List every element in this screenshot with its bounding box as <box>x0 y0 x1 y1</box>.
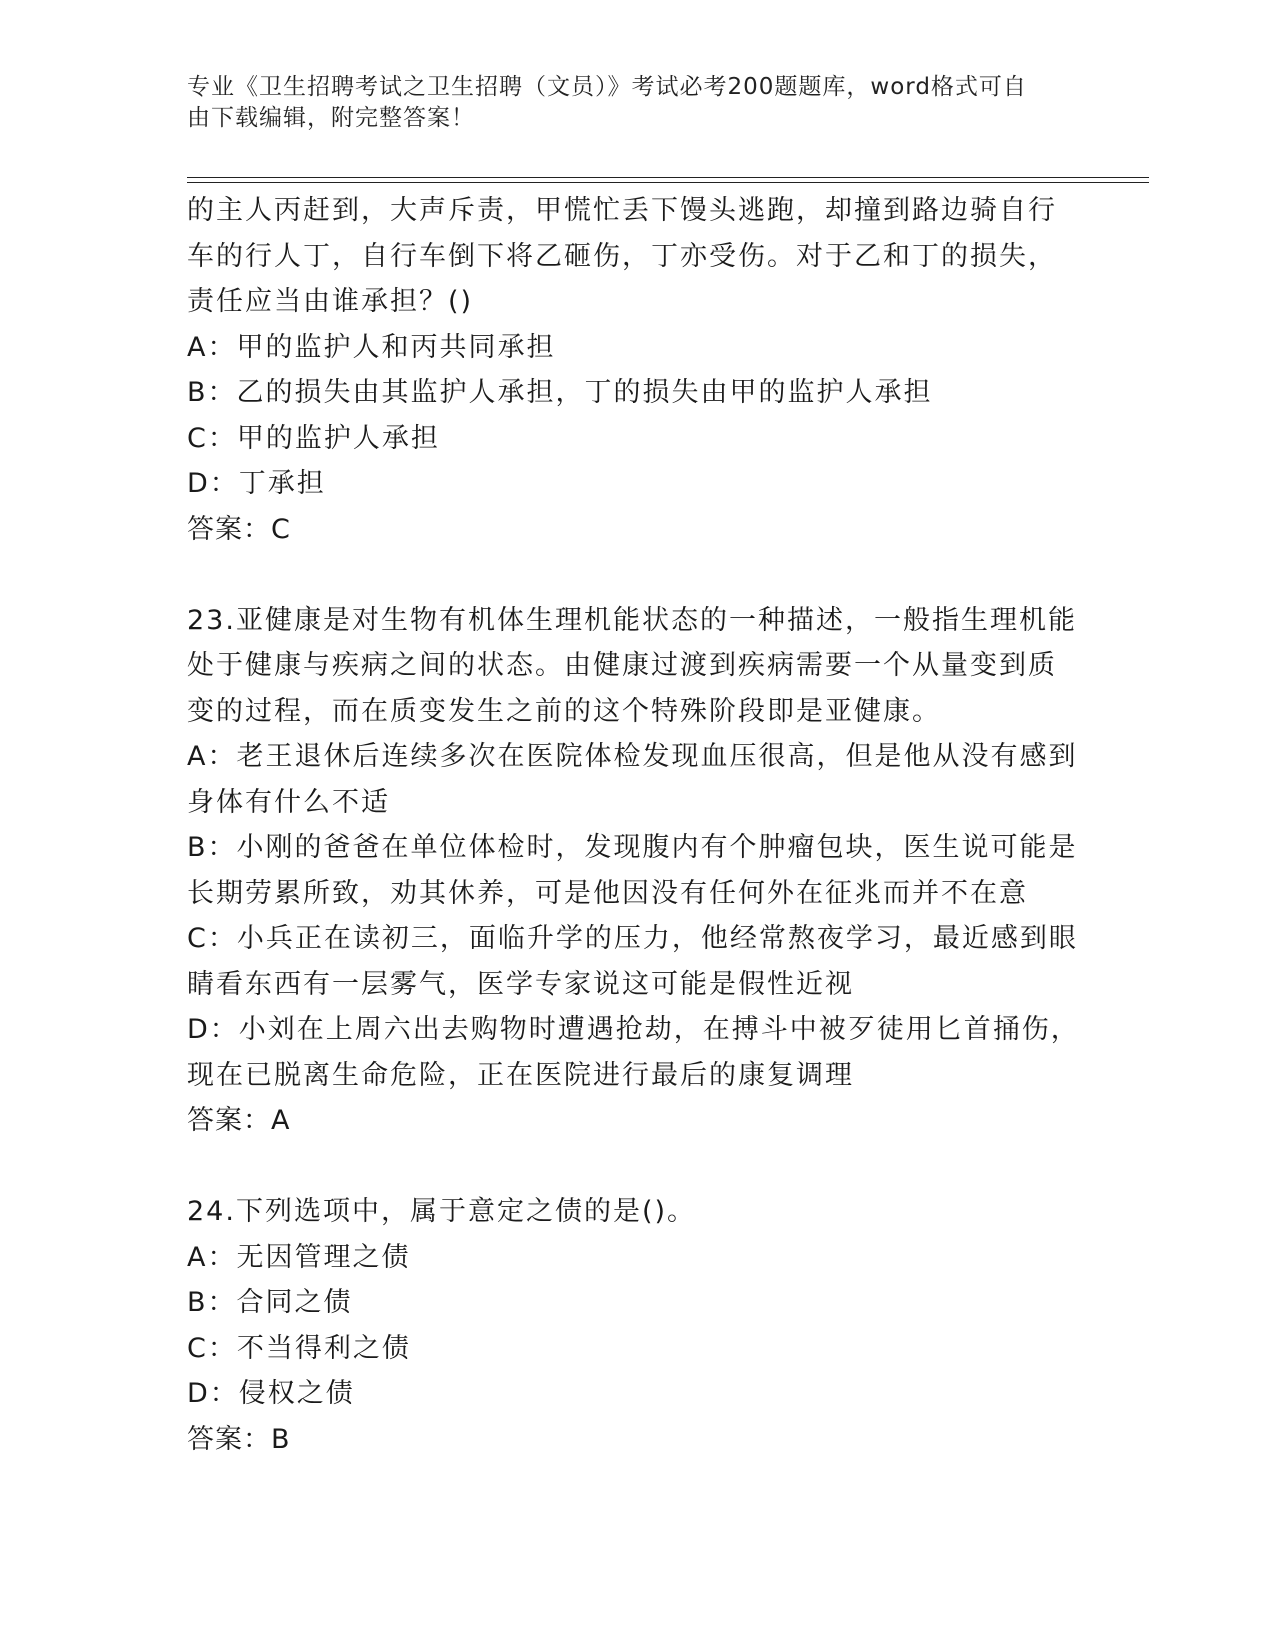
question-23-answer: 答案：A <box>187 1105 291 1136</box>
question-23-block <box>187 598 1087 1145</box>
question-24-option-c: C：不当得利之债 <box>187 1332 411 1364</box>
question-23-option-d-line-1: D：小刘在上周六出去购物时遭遇抢劫，在搏斗中被歹徒用匕首捅伤， <box>187 1014 1080 1045</box>
question-content <box>187 188 1087 1463</box>
question-23-option-a-line-2: 身体有什么不适 <box>187 786 390 818</box>
question-22-answer: 答案：C <box>187 513 291 545</box>
spacer <box>187 553 1087 598</box>
question-24-option-a: A：无因管理之债 <box>187 1241 411 1273</box>
question-23-stem-line-2: 处于健康与疾病之间的状态。由健康过渡到疾病需要一个从量变到质 <box>187 650 1057 681</box>
question-24-option-b: B：合同之债 <box>187 1287 353 1318</box>
question-22-stem-line-1: 的主人丙赶到，大声斥责，甲慌忙丢下馒头逃跑，却撞到路边骑自行 <box>187 195 1057 226</box>
question-22-option-b: B：乙的损失由其监护人承担，丁的损失由甲的监护人承担 <box>187 377 933 408</box>
question-23-option-b-line-2: 长期劳累所致，劝其休养，可是他因没有任何外在征兆而并不在意 <box>187 877 1028 909</box>
question-22-block <box>187 188 1087 553</box>
question-24-block <box>187 1189 1087 1463</box>
question-24-answer: 答案：B <box>187 1423 291 1455</box>
question-23-option-c-line-1: C：小兵正在读初三，面临升学的压力，他经常熬夜学习，最近感到眼 <box>187 923 1078 954</box>
question-23-option-d-line-2: 现在已脱离生命危险，正在医院进行最后的康复调理 <box>187 1059 854 1091</box>
question-23-stem-line-3: 变的过程，而在质变发生之前的这个特殊阶段即是亚健康。 <box>187 695 941 727</box>
question-22-stem-line-3: 责任应当由谁承担？() <box>187 286 474 317</box>
question-23-option-c-line-2: 睛看东西有一层雾气，医学专家说这可能是假性近视 <box>187 968 854 1000</box>
header-line-1: 专业《卫生招聘考试之卫生招聘（文员）》考试必考200题题库，word格式可自 <box>187 74 1027 100</box>
document-header <box>187 72 1067 134</box>
spacer <box>187 1144 1087 1189</box>
question-22-option-a: A：甲的监护人和丙共同承担 <box>187 331 556 363</box>
question-23-option-a-line-1: A：老王退休后连续多次在医院体检发现血压很高，但是他从没有感到 <box>187 741 1078 772</box>
question-22-stem-line-2: 车的行人丁，自行车倒下将乙砸伤，丁亦受伤。对于乙和丁的损失， <box>187 240 1057 272</box>
header-line-2: 由下载编辑，附完整答案！ <box>187 105 475 131</box>
question-22-option-c: C：甲的监护人承担 <box>187 422 440 454</box>
question-24-option-d: D：侵权之债 <box>187 1378 355 1409</box>
question-23-option-b-line-1: B：小刚的爸爸在单位体检时，发现腹内有个肿瘤包块，医生说可能是 <box>187 832 1078 863</box>
question-24-stem-line-1: 24.下列选项中，属于意定之债的是()。 <box>187 1196 697 1227</box>
question-23-stem-line-1: 23.亚健康是对生物有机体生理机能状态的一种描述，一般指生理机能 <box>187 604 1077 636</box>
header-divider-bottom <box>187 182 1149 183</box>
header-divider-top <box>187 177 1149 178</box>
question-22-option-d: D：丁承担 <box>187 468 326 499</box>
